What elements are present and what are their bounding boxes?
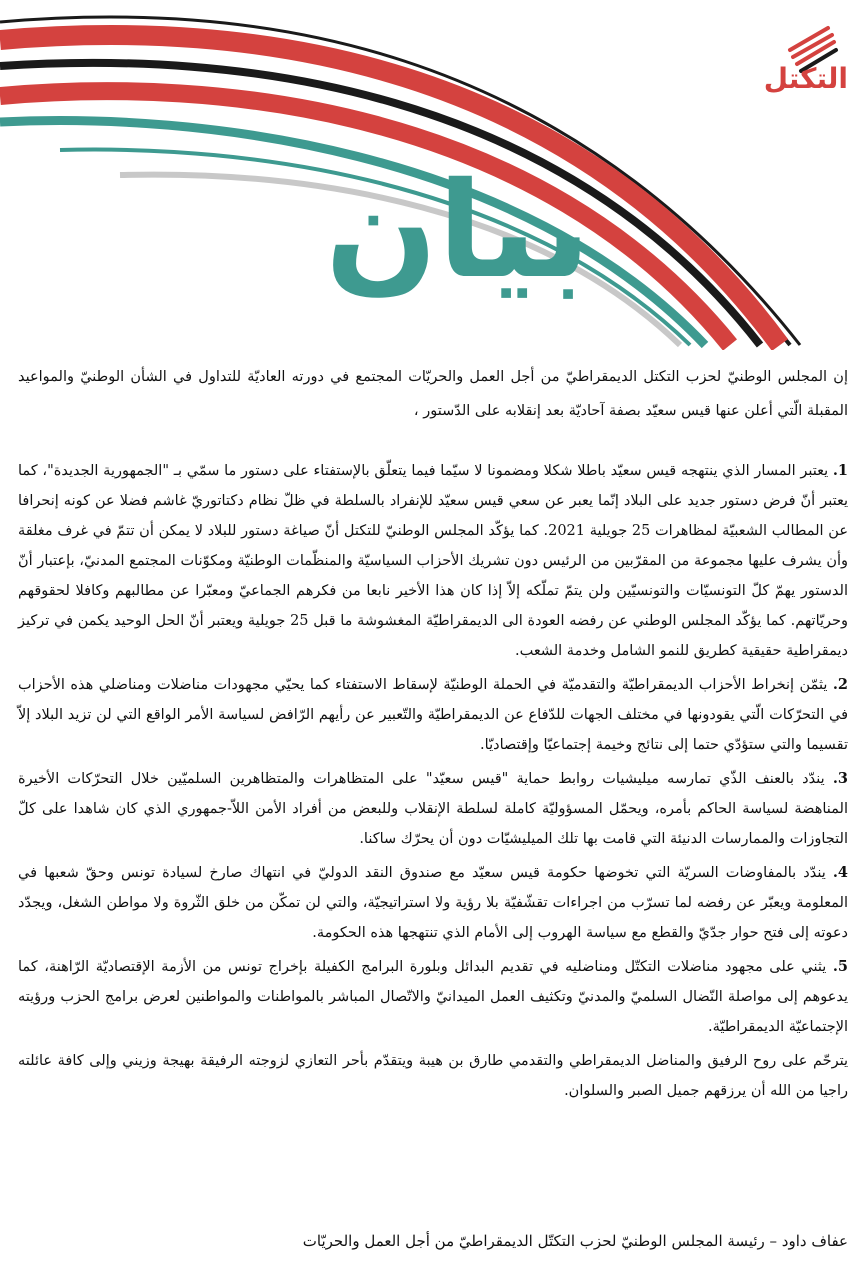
point-text: يندّد بالعنف الذّي تمارسه ميليشيات روابط حماية "قيس سعيّد" على المتظاهرات والمتظاهرين السلميّين خلال التحرّكات الأخيرة المناهضة لسياسة الحاكم بأمره، ويحمّل المسؤوليّة كاملة لسلطة الإنقلاب وللبعض من أفراد الأمن اللاّ-جمهوري الذي كان شاهدا على كلّ التجاوزات والممارسات الدنيئة التي قامت بها تلك الميليشيّات دون أن يحرّك ساكنا. [18, 771, 848, 847]
point-5 [18, 952, 848, 1042]
point-text: يعتبر المسار الذي ينتهجه قيس سعيّد باطلا شكلا ومضمونا لا سيّما فيما يتعلّق بالإستفتاء على دستور ما سمّي بـ "الجمهورية الجديدة"، كما يعتبر أنّ فرض دستور جديد على البلاد إنّما يعبر عن سعي قيس سعيّد للإنفراد بالسلطة في ظلّ نظام دكتاتوريّ غاشم فضلا عن كونه إنحرافا عن المطالب الشعبيّة لمظاهرات 25 جويلية 2021. كما يؤكّد المجلس الوطنيّ للتكتل أنّ صياغة دستور للبلاد لا يمكن أن تتمّ في غرف مغلقة وأن يشرف عليها مجموعة من المقرّبين من الرئيس دون تشريك الأحزاب السياسيّة والمنظّمات الوطنيّة ومكوّنات المجتمع المدنيّ، بإعتبار أنّ الدستور يهمّ كلّ التونسيّات والتونسيّين ولن يتمّ تملّكه إلاّ إذا كان هذا الأخير نابعا من فكرهم الجماعيّ ومعبّرا عن مطالبهم وكافلا لحقوقهم وحريّاتهم. كما يؤكّد المجلس الوطني عن رفضه العودة الى الديمقراطيّة المغشوشة ما قبل 25 جويلية ويعتبر أنّ الحل الوحيد يكمن في تركيز ديمقراطية حقيقية كطريق للنمو الشامل وخدمة الشعب. [18, 463, 848, 659]
point-2 [18, 670, 848, 760]
point-number: 3. [832, 770, 849, 787]
point-number: 2. [832, 676, 848, 693]
point-4 [18, 858, 848, 948]
party-logo-text: التكتل [763, 62, 848, 95]
point-1 [18, 456, 848, 666]
point-text: يندّد بالمفاوضات السريّة التي تخوضها حكومة قيس سعيّد مع صندوق النقد الدوليّ في انتهاك صارخ لسيادة تونس وحقّ شعبها في المعلومة ويعبّر عن رفضه لما تسرّب من اجراءات تقشّفيّة بلا رؤية ولا استراتيجيّة، والتي لن تمكّن من خلق الثّروة ولا مواطن الشغل، ويجدّد دعوته إلى فتح حوار جدّيّ والقطع مع سياسة الهروب إلى الأمام الذي تنتهجها هذه الحكومة. [18, 865, 848, 941]
intro-paragraph: إن المجلس الوطنيّ لحزب التكتل الديمقراطيّ من أجل العمل والحريّات المجتمع في دورته العاديّة للتداول في الشأن الوطنيّ والمواعيد المقبلة الّتي أعلن عنها قيس سعيّد بصفة آحاديّة بعد إنقلابه على الدّستور ، [18, 369, 848, 419]
statement-body [18, 360, 848, 1106]
point-number: 1. [832, 462, 848, 479]
page-title: بيان [325, 154, 591, 308]
point-number: 4. [832, 864, 849, 881]
point-text: يثني على مجهود مناضلات التكتّل ومناضليه في تقديم البدائل وبلورة البرامج الكفيلة بإخراج تونس من الأزمة الإقتصاديّة الرّاهنة، كما يدعوهم إلى مواصلة النّضال السلميّ والمدنيّ وتكثيف العمل الميدانيّ والاتّصال المباشر بالمواطنات والمواطنين لعرض برامج الحزب ورؤيته الإجتماعيّة الديمقراطيّة. [18, 959, 848, 1035]
condolence-paragraph: يترحّم على روح الرفيق والمناضل الديمقراطي والتقدمي طارق بن هيبة ويتقدّم بأحر التعازي لزوجته الرفيقة بهيجة وزيني وإلى كافة عائلته راجيا من الله أن يرزقهم جميل الصبر والسلوان. [18, 1053, 848, 1099]
point-number: 5. [832, 958, 848, 975]
point-text: يثمّن إنخراط الأحزاب الديمقراطيّة والتقدميّة في الحملة الوطنيّة لإسقاط الاستفتاء كما يحيّي مجهودات مناضلات ومناضلي هذه الأحزاب في التحرّكات الّتي يقودونها في مختلف الجهات للدّفاع عن الديمقراطيّة والتّعبير عن رأيهم الرّافض لسياسة الأمر الواقع التي لن تزيد البلاد إلاّ تقسيما والتي ستؤدّي حتما إلى نتائج وخيمة إجتماعيّا وإقتصاديّا. [18, 677, 848, 753]
point-3 [18, 764, 848, 854]
signature-line: عفاف داود – رئيسة المجلس الوطنيّ لحزب التكتّل الديمقراطيّ من أجل العمل والحريّات [302, 1232, 848, 1250]
